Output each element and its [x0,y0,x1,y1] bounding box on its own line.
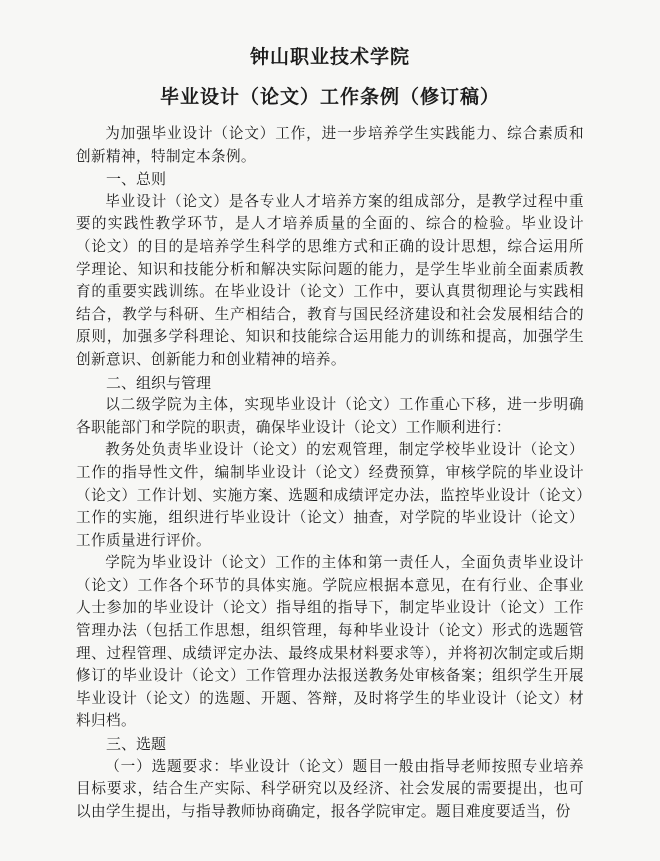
section-heading-topic-selection: 三、选题 [106,735,167,754]
paragraph-organization-intro: 以二级学院为主体，实现毕业设计（论文）工作重心下移，进一步明确各职能部门和学院的职责，确保毕业设计（论文）工作顺利进行： [76,396,584,436]
institution-title: 钟山职业技术学院 [249,46,410,68]
section-heading-general: 一、总则 [106,170,167,189]
paragraph-college-responsibility: 学院为毕业设计（论文）工作的主体和第一责任人，全面负责毕业设计（论文）工作各个环节的具体实施。学院应根据本意见，在有行业、企事业人士参加的毕业设计（论文）指导组的指导下，制定毕业设计（论文）工作管理办法（包括工作思想，组织管理，每种毕业设计（论文）形式的选题管理、过程管理、成绩评定办法、最终成果材料要求等），并将初次制定或后期修订的毕业设计（论文）工作管理办法报送教务处审核备案；组织学生开展毕业设计（论文）的选题、开题、答辩，及时将学生的毕业设计（论文）材料归档。 [76,554,584,730]
section-heading-organization: 二、组织与管理 [106,373,212,392]
document-title: 毕业设计（论文）工作条例（修订稿） [159,86,500,108]
paragraph-topic-requirements: （一）选题要求：毕业设计（论文）题目一般由指导老师按照专业培养目标要求，结合生产实际、科学研究以及经济、社会发展的需要提出，也可以由学生提出，与指导教师协商确定，报各学院审定。题目难度要适当，份 [76,757,584,820]
paragraph-general: 毕业设计（论文）是各专业人才培养方案的组成部分，是教学过程中重要的实践性教学环节，是人才培养质量的全面的、综合的检验。毕业设计（论文）的目的是培养学生科学的思维方式和正确的设计思想，综合运用所学理论、知识和技能分析和解决实际问题的能力，是学生毕业前全面素质教育的重要实践训练。在毕业设计（论文）工作中，要认真贯彻理论与实践相结合，教学与科研、生产相结合，教育与国民经济建设和社会发展相结合的原则，加强多学科理论、知识和技能综合运用能力的训练和提高，加强学生创新意识、创新能力和创业精神的培养。 [76,192,584,368]
intro-paragraph: 为加强毕业设计（论文）工作，进一步培养学生实践能力、综合素质和创新精神，特制定本条例。 [76,125,584,165]
document-body [76,123,584,823]
paragraph-academic-affairs: 教务处负责毕业设计（论文）的宏观管理，制定学校毕业设计（论文）工作的指导性文件，编制毕业设计（论文）经费预算，审核学院的毕业设计（论文）工作计划、实施方案、选题和成绩评定办法，监控毕业设计（论文）工作的实施，组织进行毕业设计（论文）抽查，对学院的毕业设计（论文）工作质量进行评价。 [76,441,584,549]
